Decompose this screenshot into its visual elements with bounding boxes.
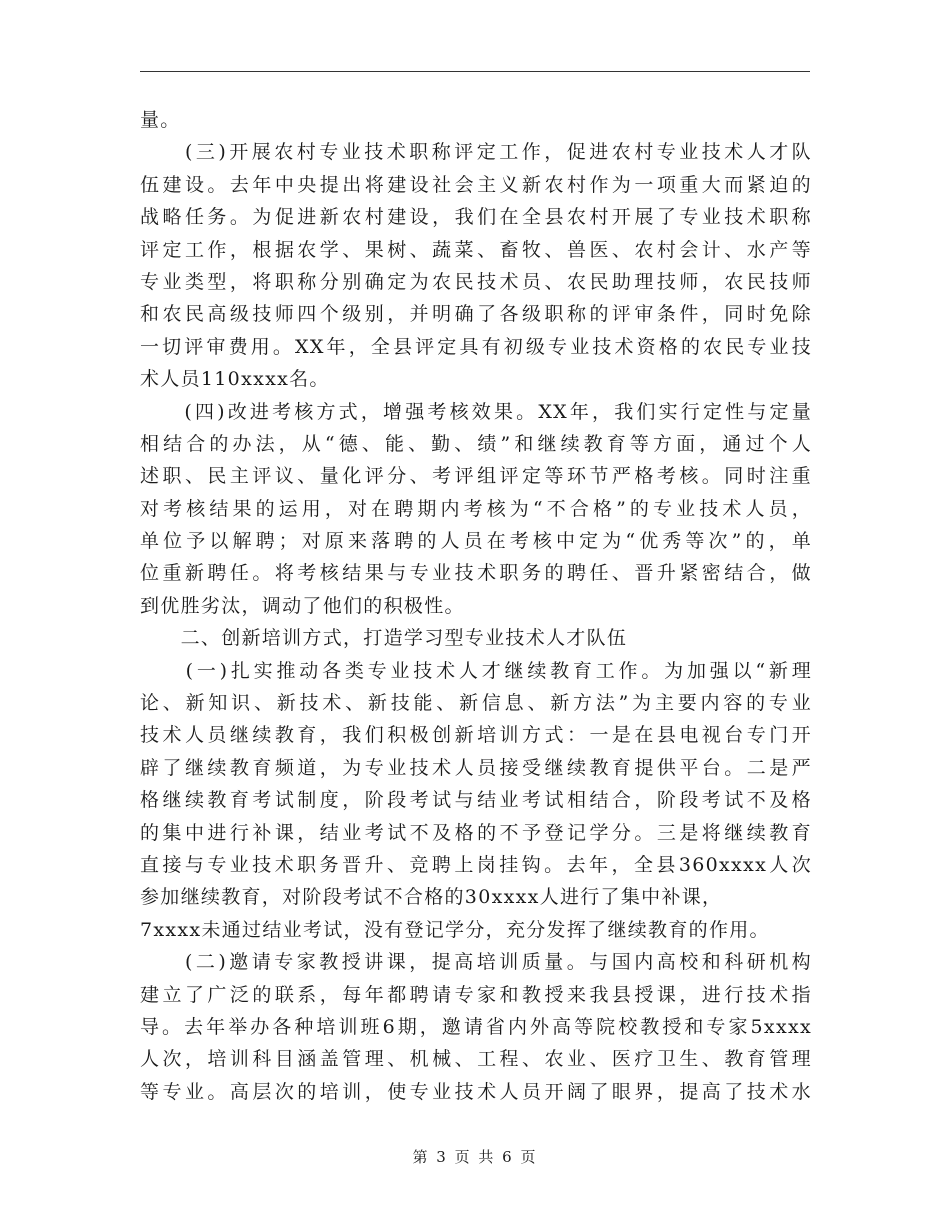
text-line: 格继续教育考试制度，阶段考试与结业考试相结合，阶段考试不及格 <box>140 789 812 812</box>
text-line: 伍建设。去年中央提出将建设社会主义新农村作为一项重大而紧迫的 <box>140 173 812 196</box>
text-line: 量。 <box>140 109 181 131</box>
text-line: 建立了广泛的联系，每年都聘请专家和教授来我县授课，进行技术指 <box>140 983 812 1006</box>
text-line: (三)开展农村专业技术职称评定工作，促进农村专业技术人才队 <box>140 141 812 164</box>
text-line: 位重新聘任。将考核结果与专业技术职务的聘任、晋升紧密结合，做 <box>140 562 812 585</box>
section-heading: 二、创新培训方式，打造学习型专业技术人才队伍 <box>140 627 628 650</box>
text-line: 参加继续教育，对阶段考试不合格的30xxxx人进行了集中补课， <box>140 886 723 909</box>
text-line: 一切评审费用。XX年，全县评定具有初级专业技术资格的农民专业技 <box>140 335 812 358</box>
text-line: (一)扎实推动各类专业技术人才继续教育工作。为加强以“新理 <box>140 659 812 682</box>
text-line: 等专业。高层次的培训，使专业技术人员开阔了眼界，提高了技术水 <box>140 1080 812 1103</box>
page-number-footer: 第 3 页 共 6 页 <box>412 1148 538 1166</box>
text-line: 评定工作，根据农学、果树、蔬菜、畜牧、兽医、农村会计、水产等 <box>140 238 812 261</box>
body-text <box>140 104 812 1108</box>
text-line: 相结合的办法，从“德、能、勤、绩”和继续教育等方面，通过个人 <box>140 432 812 455</box>
text-line: 单位予以解聘；对原来落聘的人员在考核中定为“优秀等次”的，单 <box>140 530 812 553</box>
text-line: 7xxxx未通过结业考试，没有登记学分，充分发挥了继续教育的作用。 <box>140 918 770 941</box>
text-line: 到优胜劣汰，调动了他们的积极性。 <box>140 594 465 617</box>
text-line: (四)改进考核方式，增强考核效果。XX年，我们实行定性与定量 <box>140 400 812 423</box>
text-line: 论、新知识、新技术、新技能、新信息、新方法”为主要内容的专业 <box>140 692 812 715</box>
text-line: 导。去年举办各种培训班6期，邀请省内外高等院校教授和专家5xxxx <box>140 1015 812 1038</box>
text-line: 战略任务。为促进新农村建设，我们在全县农村开展了专业技术职称 <box>140 206 812 229</box>
text-line: 技术人员继续教育，我们积极创新培训方式：一是在县电视台专门开 <box>140 724 812 747</box>
text-line: 的集中进行补课，结业考试不及格的不予登记学分。三是将继续教育 <box>140 821 812 844</box>
text-line: 专业类型，将职称分别确定为农民技术员、农民助理技师，农民技师 <box>140 270 812 293</box>
text-line: 述职、民主评议、量化评分、考评组评定等环节严格考核。同时注重 <box>140 465 812 488</box>
text-line: 人次，培训科目涵盖管理、机械、工程、农业、医疗卫生、教育管理 <box>140 1048 812 1071</box>
text-line: 和农民高级技师四个级别，并明确了各级职称的评审条件，同时免除 <box>140 303 812 326</box>
text-line: 对考核结果的运用，对在聘期内考核为“不合格”的专业技术人员， <box>140 497 812 520</box>
text-line: 直接与专业技术职务晋升、竞聘上岗挂钩。去年，全县360xxxx人次 <box>140 853 812 876</box>
text-line: 辟了继续教育频道，为专业技术人员接受继续教育提供平台。二是严 <box>140 756 812 779</box>
header-rule <box>140 71 810 72</box>
text-line: 术人员110xxxx名。 <box>140 368 330 391</box>
text-line: (二)邀请专家教授讲课，提高培训质量。与国内高校和科研机构 <box>140 951 812 974</box>
